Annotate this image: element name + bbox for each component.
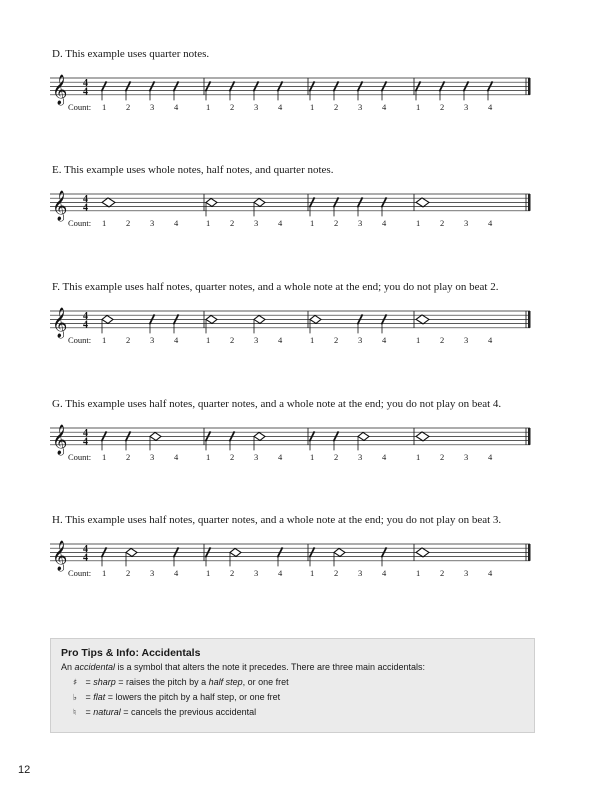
count-beat: 3 — [464, 218, 469, 228]
count-beat: 3 — [150, 102, 155, 112]
half-note-diamond — [206, 315, 217, 323]
staff-example-e — [50, 186, 532, 230]
whole-note-diamond — [416, 548, 429, 557]
count-beat: 3 — [254, 452, 259, 462]
tip-item-natural: ♮ = natural = cancels the previous accidental — [73, 707, 257, 718]
count-beat: 2 — [126, 452, 131, 462]
count-beat: 4 — [382, 218, 387, 228]
count-beat: 4 — [488, 102, 493, 112]
treble-clef-icon: 𝄞 — [52, 190, 68, 221]
count-beat: 3 — [254, 102, 259, 112]
count-beat: 3 — [254, 218, 259, 228]
count-beat: 4 — [174, 335, 179, 345]
count-beat: 2 — [230, 335, 235, 345]
half-note-diamond — [206, 198, 217, 206]
count-beat: 4 — [382, 102, 387, 112]
treble-clef-icon: 𝄞 — [52, 74, 68, 105]
time-signature-bottom: 4 — [83, 86, 88, 98]
example-title-d: D. This example uses quarter notes. — [52, 48, 210, 60]
count-beat: 2 — [230, 102, 235, 112]
flat-icon: ♭ — [73, 693, 78, 703]
count-beat: 2 — [126, 218, 131, 228]
count-beat: 4 — [278, 102, 283, 112]
whole-note-diamond — [102, 198, 115, 207]
count-beat: 2 — [230, 452, 235, 462]
count-beat: 1 — [206, 218, 211, 228]
example-title-f: F. This example uses half notes, quarter notes, and a whole note at the end; you do not play on beat 2. — [52, 281, 499, 293]
count-beat: 1 — [206, 568, 211, 578]
half-note-diamond — [334, 548, 345, 556]
count-beat: 4 — [278, 568, 283, 578]
final-barline-thick — [528, 311, 531, 328]
sharp-icon: ♯ — [73, 678, 78, 688]
half-note-diamond — [254, 315, 265, 323]
count-beat: 4 — [278, 452, 283, 462]
count-beat: 1 — [102, 452, 107, 462]
count-beat: 1 — [416, 335, 421, 345]
count-beat: 3 — [358, 335, 363, 345]
count-beat: 2 — [334, 218, 339, 228]
count-beat: 2 — [126, 335, 131, 345]
example-title-e: E. This example uses whole notes, half notes, and quarter notes. — [52, 164, 334, 176]
count-beat: 1 — [416, 102, 421, 112]
count-beat: 1 — [310, 568, 315, 578]
count-beat: 1 — [206, 335, 211, 345]
final-barline-thick — [528, 194, 531, 211]
count-beat: 2 — [230, 568, 235, 578]
half-note-diamond — [102, 315, 113, 323]
count-beat: 1 — [310, 218, 315, 228]
time-signature-top: 4 — [83, 427, 88, 439]
count-beat: 3 — [464, 102, 469, 112]
count-beat: 4 — [488, 452, 493, 462]
staff-example-h — [50, 536, 532, 580]
treble-clef-icon: 𝄞 — [52, 424, 68, 455]
count-beat: 2 — [334, 568, 339, 578]
count-beat: 4 — [174, 568, 179, 578]
count-beat: 2 — [440, 335, 445, 345]
count-beat: 1 — [416, 218, 421, 228]
time-signature-bottom: 4 — [83, 202, 88, 214]
count-beat: 1 — [206, 452, 211, 462]
example-title-h: H. This example uses half notes, quarter notes, and a whole note at the end; you do not play on beat 3. — [52, 514, 502, 526]
time-signature-top: 4 — [83, 310, 88, 322]
count-beat: 3 — [254, 568, 259, 578]
time-signature-bottom: 4 — [83, 319, 88, 331]
page-number: 12 — [18, 764, 31, 776]
count-beat: 3 — [464, 452, 469, 462]
count-beat: 3 — [358, 102, 363, 112]
pro-tips-title: Pro Tips & Info: Accidentals — [61, 647, 201, 659]
time-signature-bottom: 4 — [83, 552, 88, 564]
count-beat: 2 — [230, 218, 235, 228]
count-beat: 2 — [126, 568, 131, 578]
count-beat: 3 — [150, 568, 155, 578]
count-beat: 1 — [310, 102, 315, 112]
half-note-diamond — [254, 432, 265, 440]
count-beat: 2 — [440, 452, 445, 462]
count-label: Count: — [68, 102, 92, 112]
count-beat: 2 — [440, 568, 445, 578]
count-beat: 1 — [102, 335, 107, 345]
count-beat: 4 — [174, 102, 179, 112]
count-beat: 1 — [102, 102, 107, 112]
count-beat: 1 — [310, 335, 315, 345]
count-beat: 3 — [358, 568, 363, 578]
half-note-diamond — [126, 548, 137, 556]
staff-example-g — [50, 420, 532, 464]
count-beat: 3 — [358, 452, 363, 462]
count-label: Count: — [68, 452, 92, 462]
final-barline-thick — [528, 544, 531, 561]
count-beat: 2 — [126, 102, 131, 112]
count-beat: 4 — [488, 568, 493, 578]
time-signature-top: 4 — [83, 543, 88, 555]
time-signature-bottom: 4 — [83, 436, 88, 448]
count-label: Count: — [68, 335, 92, 345]
count-beat: 1 — [416, 452, 421, 462]
count-beat: 3 — [150, 335, 155, 345]
half-note-diamond — [310, 315, 321, 323]
count-beat: 1 — [102, 218, 107, 228]
count-beat: 4 — [382, 568, 387, 578]
count-beat: 2 — [440, 218, 445, 228]
count-beat: 3 — [358, 218, 363, 228]
half-note-diamond — [150, 432, 161, 440]
count-beat: 1 — [310, 452, 315, 462]
pro-tips-intro: An accidental is a symbol that alters the note it precedes. There are three main accidentals: — [61, 662, 426, 672]
tip-item-sharp: ♯ = sharp = raises the pitch by a half step, or one fret — [73, 677, 289, 688]
whole-note-diamond — [416, 198, 429, 207]
count-beat: 2 — [334, 335, 339, 345]
natural-icon: ♮ — [73, 708, 77, 718]
count-beat: 4 — [278, 218, 283, 228]
count-beat: 2 — [440, 102, 445, 112]
staff-example-f — [50, 303, 532, 347]
count-beat: 4 — [278, 335, 283, 345]
final-barline-thick — [528, 78, 531, 95]
count-beat: 3 — [150, 218, 155, 228]
count-beat: 4 — [382, 335, 387, 345]
half-note-diamond — [230, 548, 241, 556]
count-beat: 4 — [174, 452, 179, 462]
count-beat: 1 — [206, 102, 211, 112]
final-barline-thick — [528, 428, 531, 445]
count-beat: 3 — [254, 335, 259, 345]
treble-clef-icon: 𝄞 — [52, 307, 68, 338]
count-beat: 1 — [102, 568, 107, 578]
count-beat: 3 — [464, 568, 469, 578]
whole-note-diamond — [416, 432, 429, 441]
staff-example-d — [50, 70, 532, 114]
half-note-diamond — [254, 198, 265, 206]
count-label: Count: — [68, 568, 92, 578]
count-label: Count: — [68, 218, 92, 228]
time-signature-top: 4 — [83, 193, 88, 205]
count-beat: 3 — [464, 335, 469, 345]
time-signature-top: 4 — [83, 77, 88, 89]
tip-item-flat: ♭ = flat = lowers the pitch by a half step, or one fret — [73, 692, 281, 703]
count-beat: 4 — [174, 218, 179, 228]
count-beat: 3 — [150, 452, 155, 462]
count-beat: 2 — [334, 452, 339, 462]
count-beat: 2 — [334, 102, 339, 112]
example-title-g: G. This example uses half notes, quarter notes, and a whole note at the end; you do not play on beat 4. — [52, 398, 502, 410]
count-beat: 4 — [488, 335, 493, 345]
count-beat: 1 — [416, 568, 421, 578]
count-beat: 4 — [382, 452, 387, 462]
pro-tips-box — [50, 638, 535, 733]
whole-note-diamond — [416, 315, 429, 324]
half-note-diamond — [358, 432, 369, 440]
treble-clef-icon: 𝄞 — [52, 540, 68, 571]
count-beat: 4 — [488, 218, 493, 228]
